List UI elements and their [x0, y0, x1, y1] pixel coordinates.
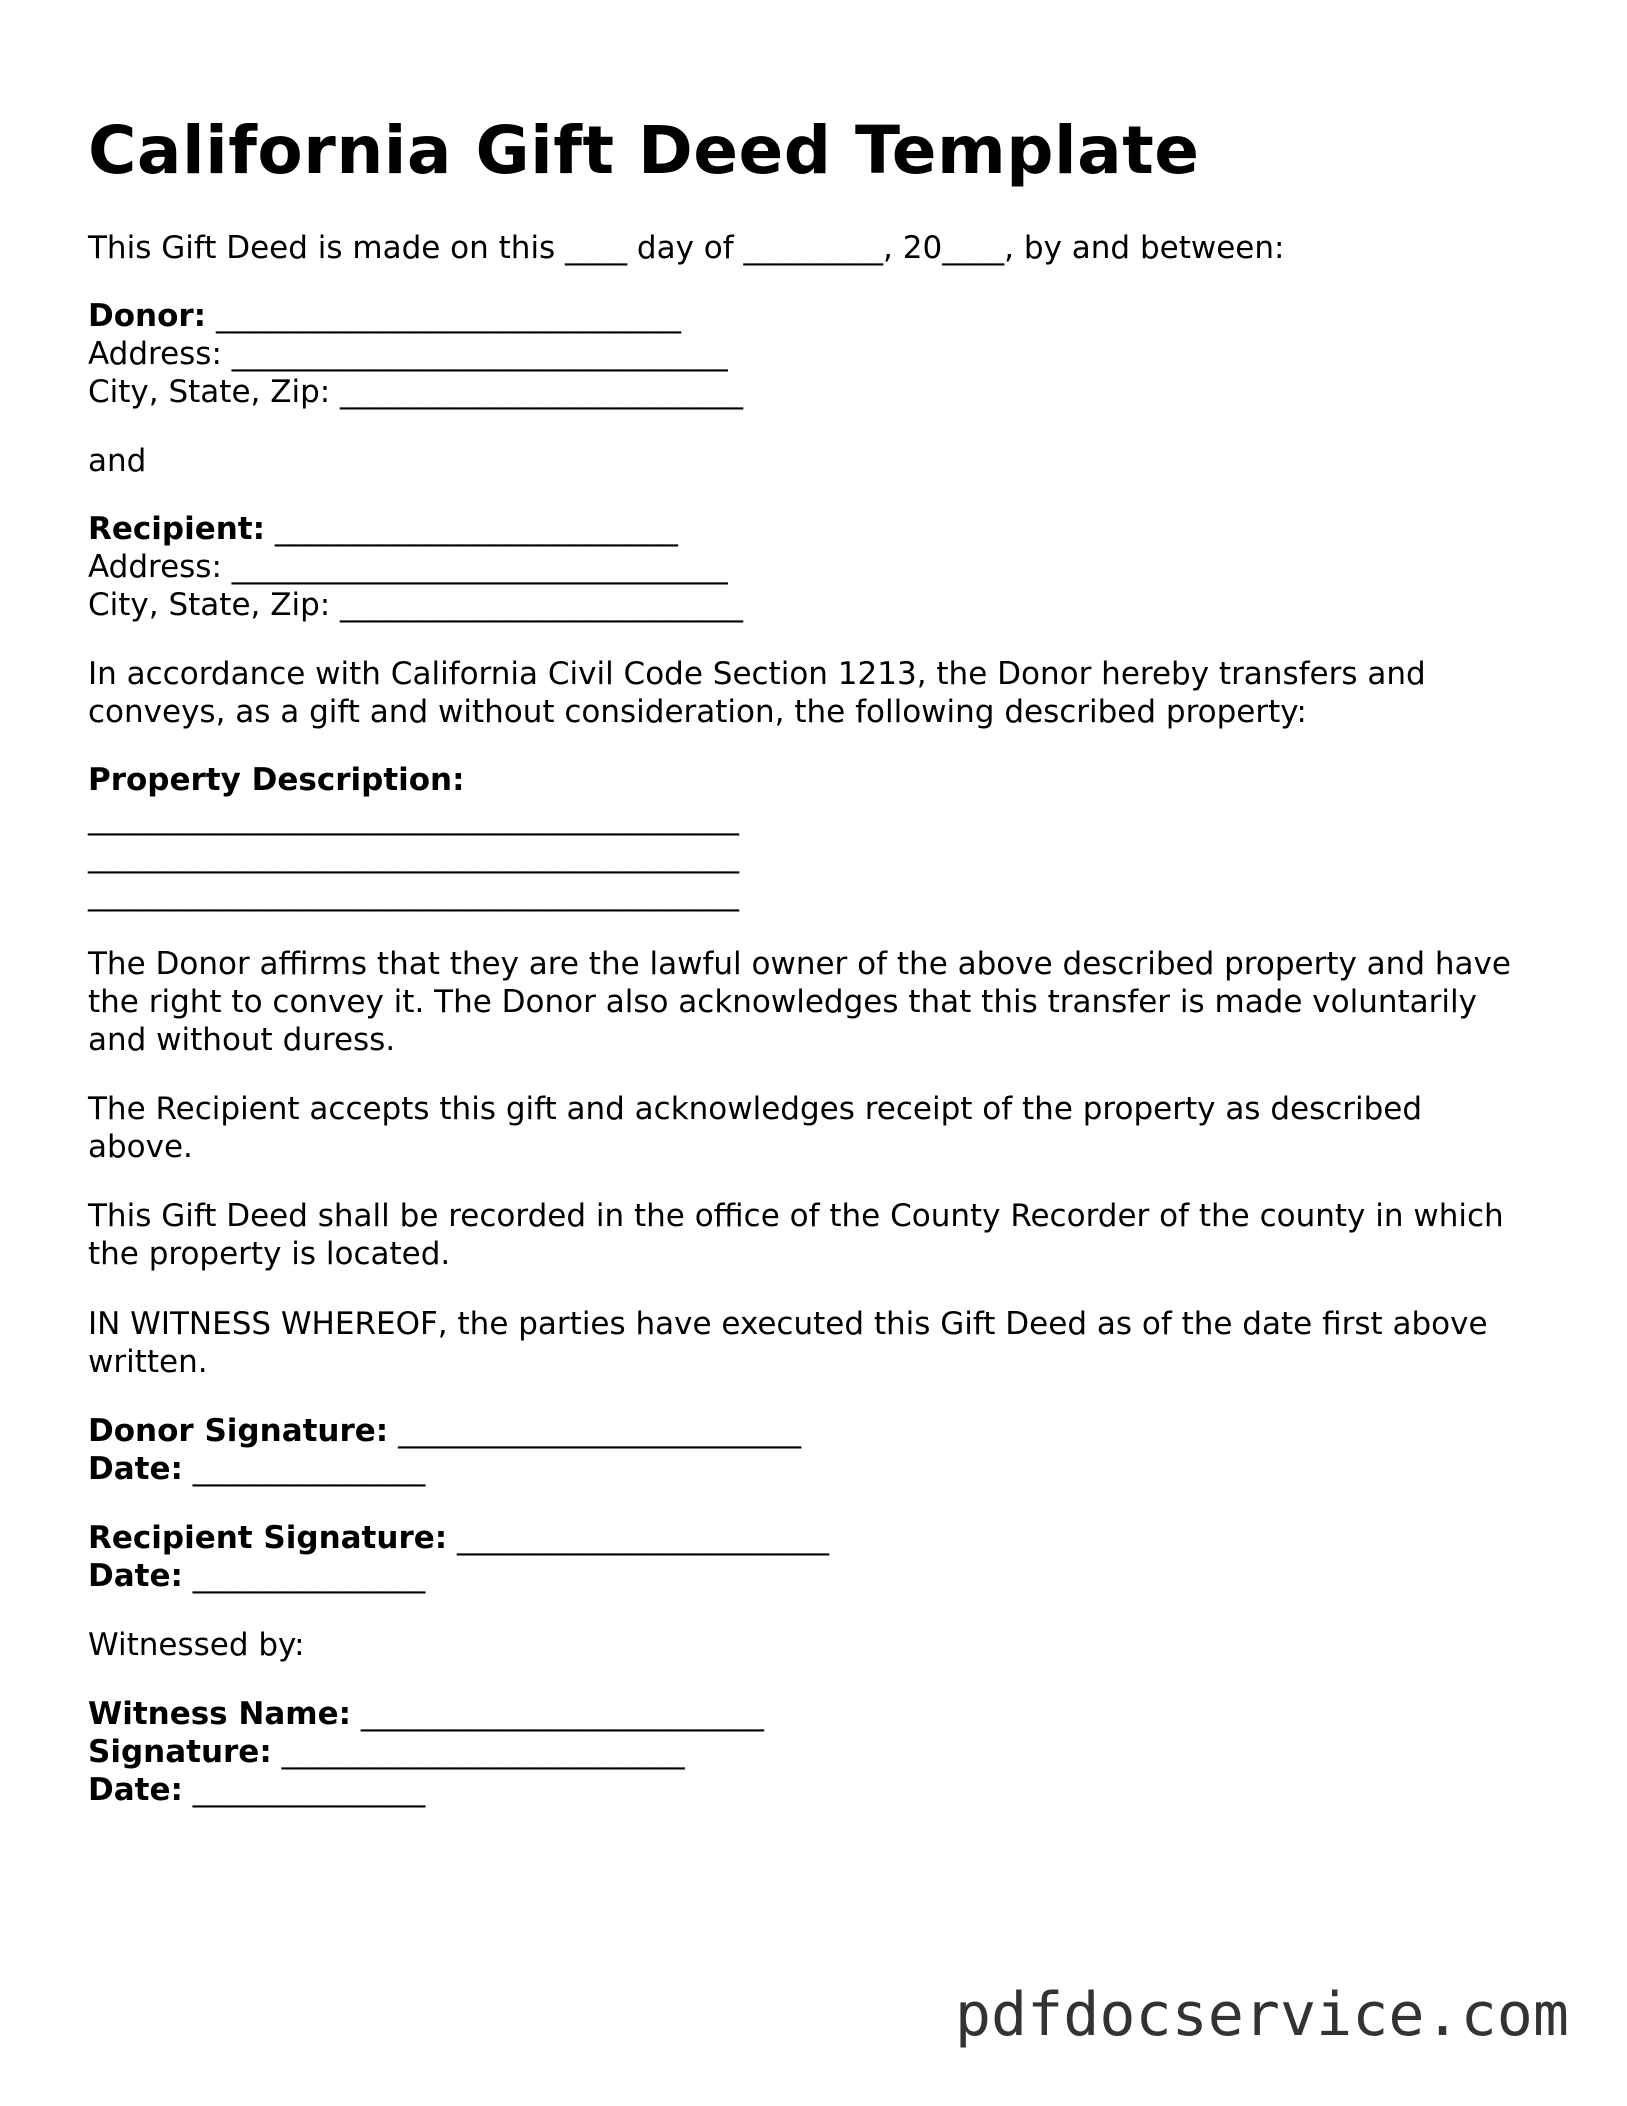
property-block: [88, 761, 1527, 913]
donor-date-line: [88, 1450, 1527, 1488]
donor-name-blank: ______________________________: [206, 298, 681, 334]
recipient-date-blank: _______________: [182, 1558, 426, 1594]
donor-date-label: Date:: [88, 1451, 183, 1487]
and-text: and: [88, 443, 147, 479]
donor-label: Donor:: [88, 298, 207, 334]
intro-block: [88, 229, 1527, 267]
document-title: California Gift Deed Template: [88, 112, 1200, 189]
recipient-label: Recipient:: [88, 511, 266, 547]
recipient-address-line: Address: ________________________________: [88, 549, 728, 585]
affirm-paragraph: The Donor affirms that they are the lawful owner of the above described property and have the right to convey it. The Donor also acknowledges that this transfer is made voluntarily and without duress.: [88, 946, 1511, 1058]
witness-signature-line: [88, 1733, 1527, 1771]
property-line: __________________________________________: [88, 800, 739, 836]
witnessed-by-block: [88, 1626, 1527, 1664]
affirm-paragraph-block: [88, 945, 1527, 1059]
recipient-block: [88, 510, 1527, 624]
donor-date-blank: _______________: [182, 1451, 426, 1487]
recipient-city-line: City, State, Zip: __________________________: [88, 587, 744, 623]
recipient-signature-line: [88, 1519, 1527, 1557]
witness-date-line: [88, 1771, 1527, 1809]
donor-signature-blank: __________________________: [388, 1413, 802, 1449]
donor-block: [88, 297, 1527, 411]
intro-line: This Gift Deed is made on this ____ day of _________, 20____, by and between:: [88, 230, 1285, 266]
witnessed-by-text: Witnessed by:: [88, 1627, 305, 1663]
witness-name-blank: __________________________: [351, 1696, 764, 1732]
witness-date-label: Date:: [88, 1772, 183, 1808]
donor-address-line: Address: ________________________________: [88, 336, 728, 372]
accept-paragraph: The Recipient accepts this gift and acknowledges receipt of the property as described above.: [88, 1091, 1423, 1165]
transfer-paragraph-block: [88, 655, 1527, 731]
recipient-signature-blank: ________________________: [447, 1520, 830, 1556]
witness-signature-blank: __________________________: [271, 1734, 685, 1770]
property-line: __________________________________________: [88, 876, 739, 912]
donor-signature-label: Donor Signature:: [88, 1413, 389, 1449]
transfer-paragraph: In accordance with California Civil Code Section 1213, the Donor hereby transfers and conveys, as a gift and without consideration, the following described property:: [88, 656, 1426, 730]
donor-city-line: City, State, Zip: __________________________: [88, 374, 744, 410]
record-paragraph-block: [88, 1197, 1527, 1273]
witness-whereof-paragraph: IN WITNESS WHEREOF, the parties have executed this Gift Deed as of the date first above written.: [88, 1306, 1488, 1380]
donor-signature-block: [88, 1412, 1527, 1488]
donor-name-line: [88, 297, 1527, 335]
record-paragraph: This Gift Deed shall be recorded in the office of the County Recorder of the county in which the property is located.: [88, 1198, 1504, 1272]
property-line: __________________________________________: [88, 838, 739, 874]
property-description-label: Property Description:: [88, 762, 465, 798]
witness-date-blank: _______________: [182, 1772, 426, 1808]
donor-signature-line: [88, 1412, 1527, 1450]
recipient-date-line: [88, 1557, 1527, 1595]
recipient-signature-block: [88, 1519, 1527, 1595]
recipient-name-line: [88, 510, 1527, 548]
witness-block: [88, 1695, 1527, 1809]
witness-signature-label: Signature:: [88, 1734, 272, 1770]
watermark: pdfdocservice.com: [954, 1980, 1569, 2050]
recipient-signature-label: Recipient Signature:: [88, 1520, 448, 1556]
accept-paragraph-block: [88, 1090, 1527, 1166]
and-block: [88, 442, 1527, 480]
witness-whereof-block: [88, 1305, 1527, 1381]
witness-name-line: [88, 1695, 1527, 1733]
witness-name-label: Witness Name:: [88, 1696, 352, 1732]
recipient-name-blank: __________________________: [265, 511, 678, 547]
recipient-date-label: Date:: [88, 1558, 183, 1594]
